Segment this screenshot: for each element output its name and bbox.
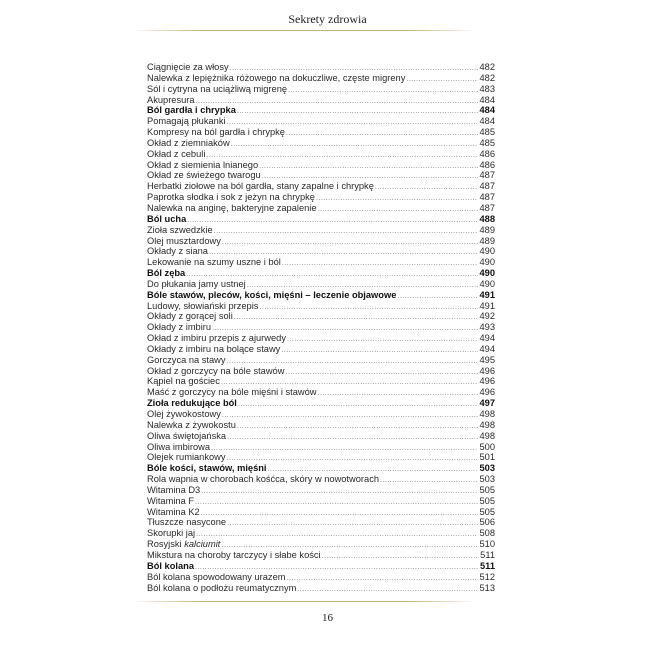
toc-entry-page: 484 [479, 94, 495, 105]
dot-leader [406, 75, 478, 86]
dot-leader [222, 411, 479, 422]
dot-leader [282, 259, 479, 270]
toc-entry [147, 474, 495, 485]
toc-entry-page: 505 [479, 506, 495, 517]
toc-entry-title: Mikstura na choroby tarczycy i słabe kości [147, 549, 321, 560]
dot-leader [316, 194, 479, 205]
toc-entry [147, 225, 495, 236]
toc-entry-page: 494 [479, 343, 495, 354]
toc-entry [147, 170, 495, 181]
dot-leader [238, 400, 479, 411]
dot-leader [317, 389, 478, 400]
toc-entry-title: Oliwa imbirowa [147, 441, 211, 452]
toc-entry-page: 495 [479, 354, 495, 365]
toc-entry [147, 214, 495, 225]
dot-leader [237, 107, 479, 118]
toc-entry-page: 505 [479, 495, 495, 506]
toc-entry-title: Okład z cebuli [147, 148, 206, 159]
toc-entry-title: Okład z ziemniaków [147, 137, 230, 148]
toc-entry [147, 62, 495, 73]
dot-leader [397, 292, 478, 303]
toc-entry-title: Maść z gorczycy na bóle mięśni i stawów [147, 387, 317, 398]
toc-entry-title: Ludowy, słowiański przepis [147, 300, 259, 311]
toc-entry-page: 487 [479, 181, 495, 192]
toc-entry-page: 486 [479, 148, 495, 159]
toc-entry-page: 487 [479, 202, 495, 213]
dot-leader [281, 346, 478, 357]
toc-entry-title: Gorczyca na stawy [147, 354, 226, 365]
toc-entry [147, 366, 495, 377]
toc-entry [147, 442, 495, 453]
toc-entry-page: 487 [479, 170, 495, 181]
dot-leader [286, 129, 479, 140]
toc-entry-title: Ciągnięcie za włosy [147, 62, 229, 72]
toc-entry-title: Witamina D3 [147, 484, 201, 495]
toc-entry-page: 503 [479, 474, 495, 485]
toc-entry-title: Tłuszcze nasycone [147, 517, 227, 528]
toc-entry [147, 561, 495, 572]
toc-entry-title: Okłady z imbiru [147, 322, 212, 333]
toc-entry-title: Olejek rumiankowy [147, 452, 226, 463]
toc-entry [147, 301, 495, 312]
dot-leader [196, 530, 478, 541]
toc-entry-page: 490 [479, 268, 495, 279]
toc-entry-page: 497 [479, 398, 495, 409]
toc-entry [147, 583, 495, 594]
toc-entry-title: Lekowanie na szumy uszne i ból [147, 257, 281, 268]
toc-entry-title: Bóle stawów, pleców, kości, mięśni – leczenie objawowe [147, 289, 397, 300]
toc-entry-title: Kompresy na ból gardła i chrypkę [147, 127, 285, 138]
toc-entry-title: Bóle kości, stawów, mięśni [147, 463, 267, 474]
dot-leader [285, 368, 478, 379]
dot-leader [222, 238, 479, 249]
dot-leader [259, 303, 478, 314]
toc-entry-page: 487 [479, 192, 495, 203]
toc-entry-page: 486 [479, 159, 495, 170]
toc-entry-page: 508 [479, 528, 495, 539]
dot-leader [375, 183, 479, 194]
dot-leader [287, 335, 478, 346]
toc-entry [147, 105, 495, 116]
toc-entry-title: Olej żywokostowy [147, 409, 221, 419]
toc-entry-page: 498 [479, 419, 495, 430]
toc-entry-page: 511 [480, 549, 495, 560]
toc-entry-title: Zioła redukujące ból [147, 398, 237, 409]
toc-entry-title: Nalewka z lepiężnika różowego na dokuczliwe, częste migreny [147, 72, 406, 83]
toc-entry-title: Okłady z imbiru na bolące stawy [147, 343, 281, 354]
dot-leader [322, 552, 480, 563]
toc-entry-title: Nalewka na anginę, bakteryjne zapalenie [147, 202, 317, 213]
toc-entry-title: Herbatki ziołowe na ból gardła, stany zapalne i chrypkę [147, 181, 374, 192]
toc-entry-page: 484 [479, 105, 495, 116]
toc-entry [147, 387, 495, 398]
toc-entry [147, 322, 495, 333]
toc-entry [147, 236, 495, 247]
toc-entry-page: 498 [479, 409, 495, 419]
toc-entry [147, 290, 495, 301]
toc-entry-title: Paprotka słodka i sok z jeżyn na chrypkę [147, 192, 315, 203]
toc-entry-page: 488 [479, 213, 495, 224]
toc-entry [147, 344, 495, 355]
toc-entry-title: Witamina F [147, 495, 195, 506]
dot-leader [234, 313, 479, 324]
dot-leader [227, 433, 478, 444]
toc-entry-title: Ból zęba [147, 268, 186, 279]
toc-entry [147, 279, 495, 290]
toc-entry-title: Skorupki jaj [147, 528, 196, 539]
toc-entry [147, 485, 495, 496]
toc-entry [147, 311, 495, 322]
toc-entry [147, 95, 495, 106]
toc-entry-page: 490 [479, 257, 495, 268]
toc-entry-title: Ból ucha [147, 213, 187, 224]
page-number: 16 [322, 612, 333, 624]
toc-entry [147, 84, 495, 95]
toc-entry-page: 496 [479, 376, 495, 387]
toc-entry [147, 409, 495, 420]
toc-entry [147, 192, 495, 203]
dot-leader [201, 509, 479, 520]
toc-entry-title: Nalewka z żywokostu [147, 419, 236, 430]
toc-entry-page: 491 [479, 300, 495, 311]
toc-entry [147, 138, 495, 149]
toc-entry-title: Akupresura [147, 94, 195, 105]
toc-entry-page: 489 [479, 235, 495, 246]
toc-entry-title: Rola wapnia w chorobach kośćca, skóry w nowotworach [147, 474, 380, 485]
toc-entry [147, 73, 495, 84]
toc-entry [147, 398, 495, 409]
toc-entry-page: 505 [479, 484, 495, 495]
toc-entry-title: Okład ze świeżego twarogu [147, 170, 261, 181]
toc-entry-page: 510 [479, 539, 495, 550]
toc-entry-page: 503 [479, 463, 495, 474]
toc-entry-title: Okłady z siana [147, 246, 208, 257]
toc-entry-page: 490 [479, 278, 495, 289]
toc-entry-page: 485 [479, 127, 495, 138]
toc-entry [147, 160, 495, 171]
toc-entry-page: 498 [479, 430, 495, 441]
toc-entry-page: 490 [479, 246, 495, 257]
toc-entry-title: Ból kolana spowodowany urazem [147, 571, 286, 582]
toc-entry-title: Ból gardła i chrypka [147, 105, 236, 116]
dot-leader [259, 162, 478, 173]
footer-rule [132, 601, 476, 602]
toc-entry [147, 528, 495, 539]
toc-entry-page: 501 [479, 452, 495, 463]
dot-leader [287, 574, 479, 585]
dot-leader [297, 585, 478, 596]
dot-leader [227, 519, 478, 530]
toc-entry-page: 494 [479, 333, 495, 344]
toc-entry [147, 116, 495, 127]
toc-entry-title: Zioła szwedzkie [147, 224, 213, 235]
dot-leader [318, 205, 479, 216]
toc-entry [147, 203, 495, 214]
toc-entry [147, 149, 495, 160]
toc-entry-page: 506 [479, 517, 495, 528]
toc-entry [147, 463, 495, 474]
toc-entry [147, 517, 495, 528]
toc-entry-page: 500 [479, 441, 495, 452]
toc-entry-title: Olej musztardowy [147, 235, 221, 246]
italic-term: kalciumit [184, 539, 221, 550]
toc-entry [147, 257, 495, 268]
dot-leader [231, 140, 479, 151]
toc-entry-page: 496 [479, 365, 495, 376]
toc-entry-title: Okłady z gorącej soli [147, 311, 233, 322]
running-header: Sekrety zdrowia [288, 12, 367, 26]
dot-leader [237, 422, 479, 433]
toc-entry-page: 489 [479, 224, 495, 235]
toc-entry [147, 572, 495, 583]
toc-entry [147, 181, 495, 192]
toc-entry-title: Ból kolana o podłożu reumatycznym [147, 582, 297, 593]
toc-entry [147, 550, 495, 561]
toc-entry [147, 507, 495, 518]
toc-entry-page: 482 [479, 72, 495, 83]
dot-leader [214, 227, 479, 238]
dot-leader [196, 97, 479, 108]
toc-entry-page: 493 [479, 322, 495, 333]
toc-entry-title: Kąpiel na gościec [147, 376, 220, 387]
toc-entry [147, 333, 495, 344]
toc-entry-page: 512 [479, 571, 495, 582]
dot-leader [288, 86, 478, 97]
dot-leader [195, 498, 478, 509]
toc-entry [147, 452, 495, 463]
toc-entry-page: 482 [479, 62, 495, 72]
toc-entry-page: 492 [479, 311, 495, 322]
toc-entry [147, 355, 495, 366]
toc-entry [147, 246, 495, 257]
toc-entry-page: 496 [479, 387, 495, 398]
toc-entry-title: Do płukania jamy ustnej [147, 278, 246, 289]
toc-entry [147, 268, 495, 279]
toc-entry-title: Sól i cytryna na uciążliwą migrenę [147, 83, 288, 94]
toc-entry-title: Rosyjski kalciumit [147, 539, 221, 550]
toc-entry-page: 483 [479, 83, 495, 94]
dot-leader [201, 487, 478, 498]
toc-entry [147, 420, 495, 431]
toc-entry [147, 496, 495, 507]
toc-entry-title: Pomagają płukanki [147, 116, 226, 127]
toc-entry-page: 485 [479, 137, 495, 148]
toc-entry-title: Okład z gorczycy na bóle stawów [147, 365, 285, 376]
toc-entry [147, 431, 495, 442]
toc-entry [147, 127, 495, 138]
toc-entry-page: 511 [480, 560, 495, 571]
toc-entry [147, 376, 495, 387]
toc-entry-page: 484 [479, 116, 495, 127]
toc-entry-title: Ból kolana [147, 560, 195, 571]
toc-entry-title: Okład z imbiru przepis z ajurwedy [147, 333, 286, 344]
toc-entry-title: Oliwa świętojańska [147, 430, 227, 441]
dot-leader [380, 476, 478, 487]
toc-entry-title: Witamina K2 [147, 506, 200, 517]
dot-leader [187, 216, 478, 227]
toc-entry-page: 513 [479, 582, 495, 593]
table-of-contents [147, 62, 495, 593]
toc-entry [147, 539, 495, 550]
toc-entry-page: 491 [479, 289, 495, 300]
toc-entry-title: Okład z siemienia lnianego [147, 159, 259, 170]
dot-leader [211, 444, 478, 455]
header-rule [132, 30, 476, 31]
